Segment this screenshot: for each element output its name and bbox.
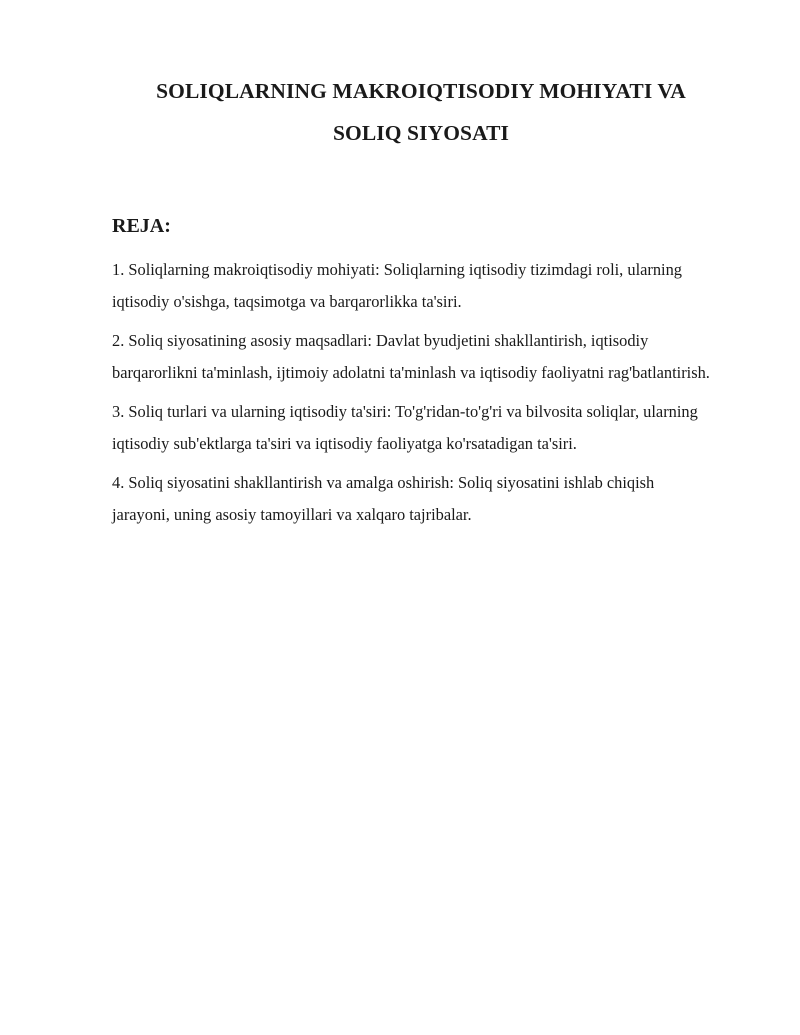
plan-heading: REJA: xyxy=(112,215,171,237)
plan-item-1: 1. Soliqlarning makroiqtisodiy mohiyati: Soliqlarning iqtisodiy tizimdagi roli, ularning iqtisodiy o'sishga, taqsimotga va barqarorlikka ta'siri. xyxy=(112,260,682,311)
document-title-line-2: SOLIQ SIYOSATI xyxy=(332,121,510,145)
document-title xyxy=(112,70,710,154)
plan-item-3: 3. Soliq turlari va ularning iqtisodiy ta'siri: To'g'ridan-to'g'ri va bilvosita soliqlar, ularning iqtisodiy sub'ektlarga ta'siri va iqtisodiy faoliyatga ko'rsatadigan ta'siri. xyxy=(112,402,698,453)
document-title-line-1: SOLIQLARNING MAKROIQTISODIY MOHIYATI VA xyxy=(156,79,686,103)
plan-list xyxy=(112,254,710,530)
plan-item-4: 4. Soliq siyosatini shakllantirish va amalga oshirish: Soliq siyosatini ishlab chiqish jarayoni, uning asosiy tamoyillari va xalqaro tajribalar. xyxy=(112,473,655,524)
plan-item-2: 2. Soliq siyosatining asosiy maqsadlari: Davlat byudjetini shakllantirish, iqtisodiy barqarorlikni ta'minlash, ijtimoiy adolatni ta'minlash va iqtisodiy faoliyatni rag'batlantirish. xyxy=(112,331,710,382)
